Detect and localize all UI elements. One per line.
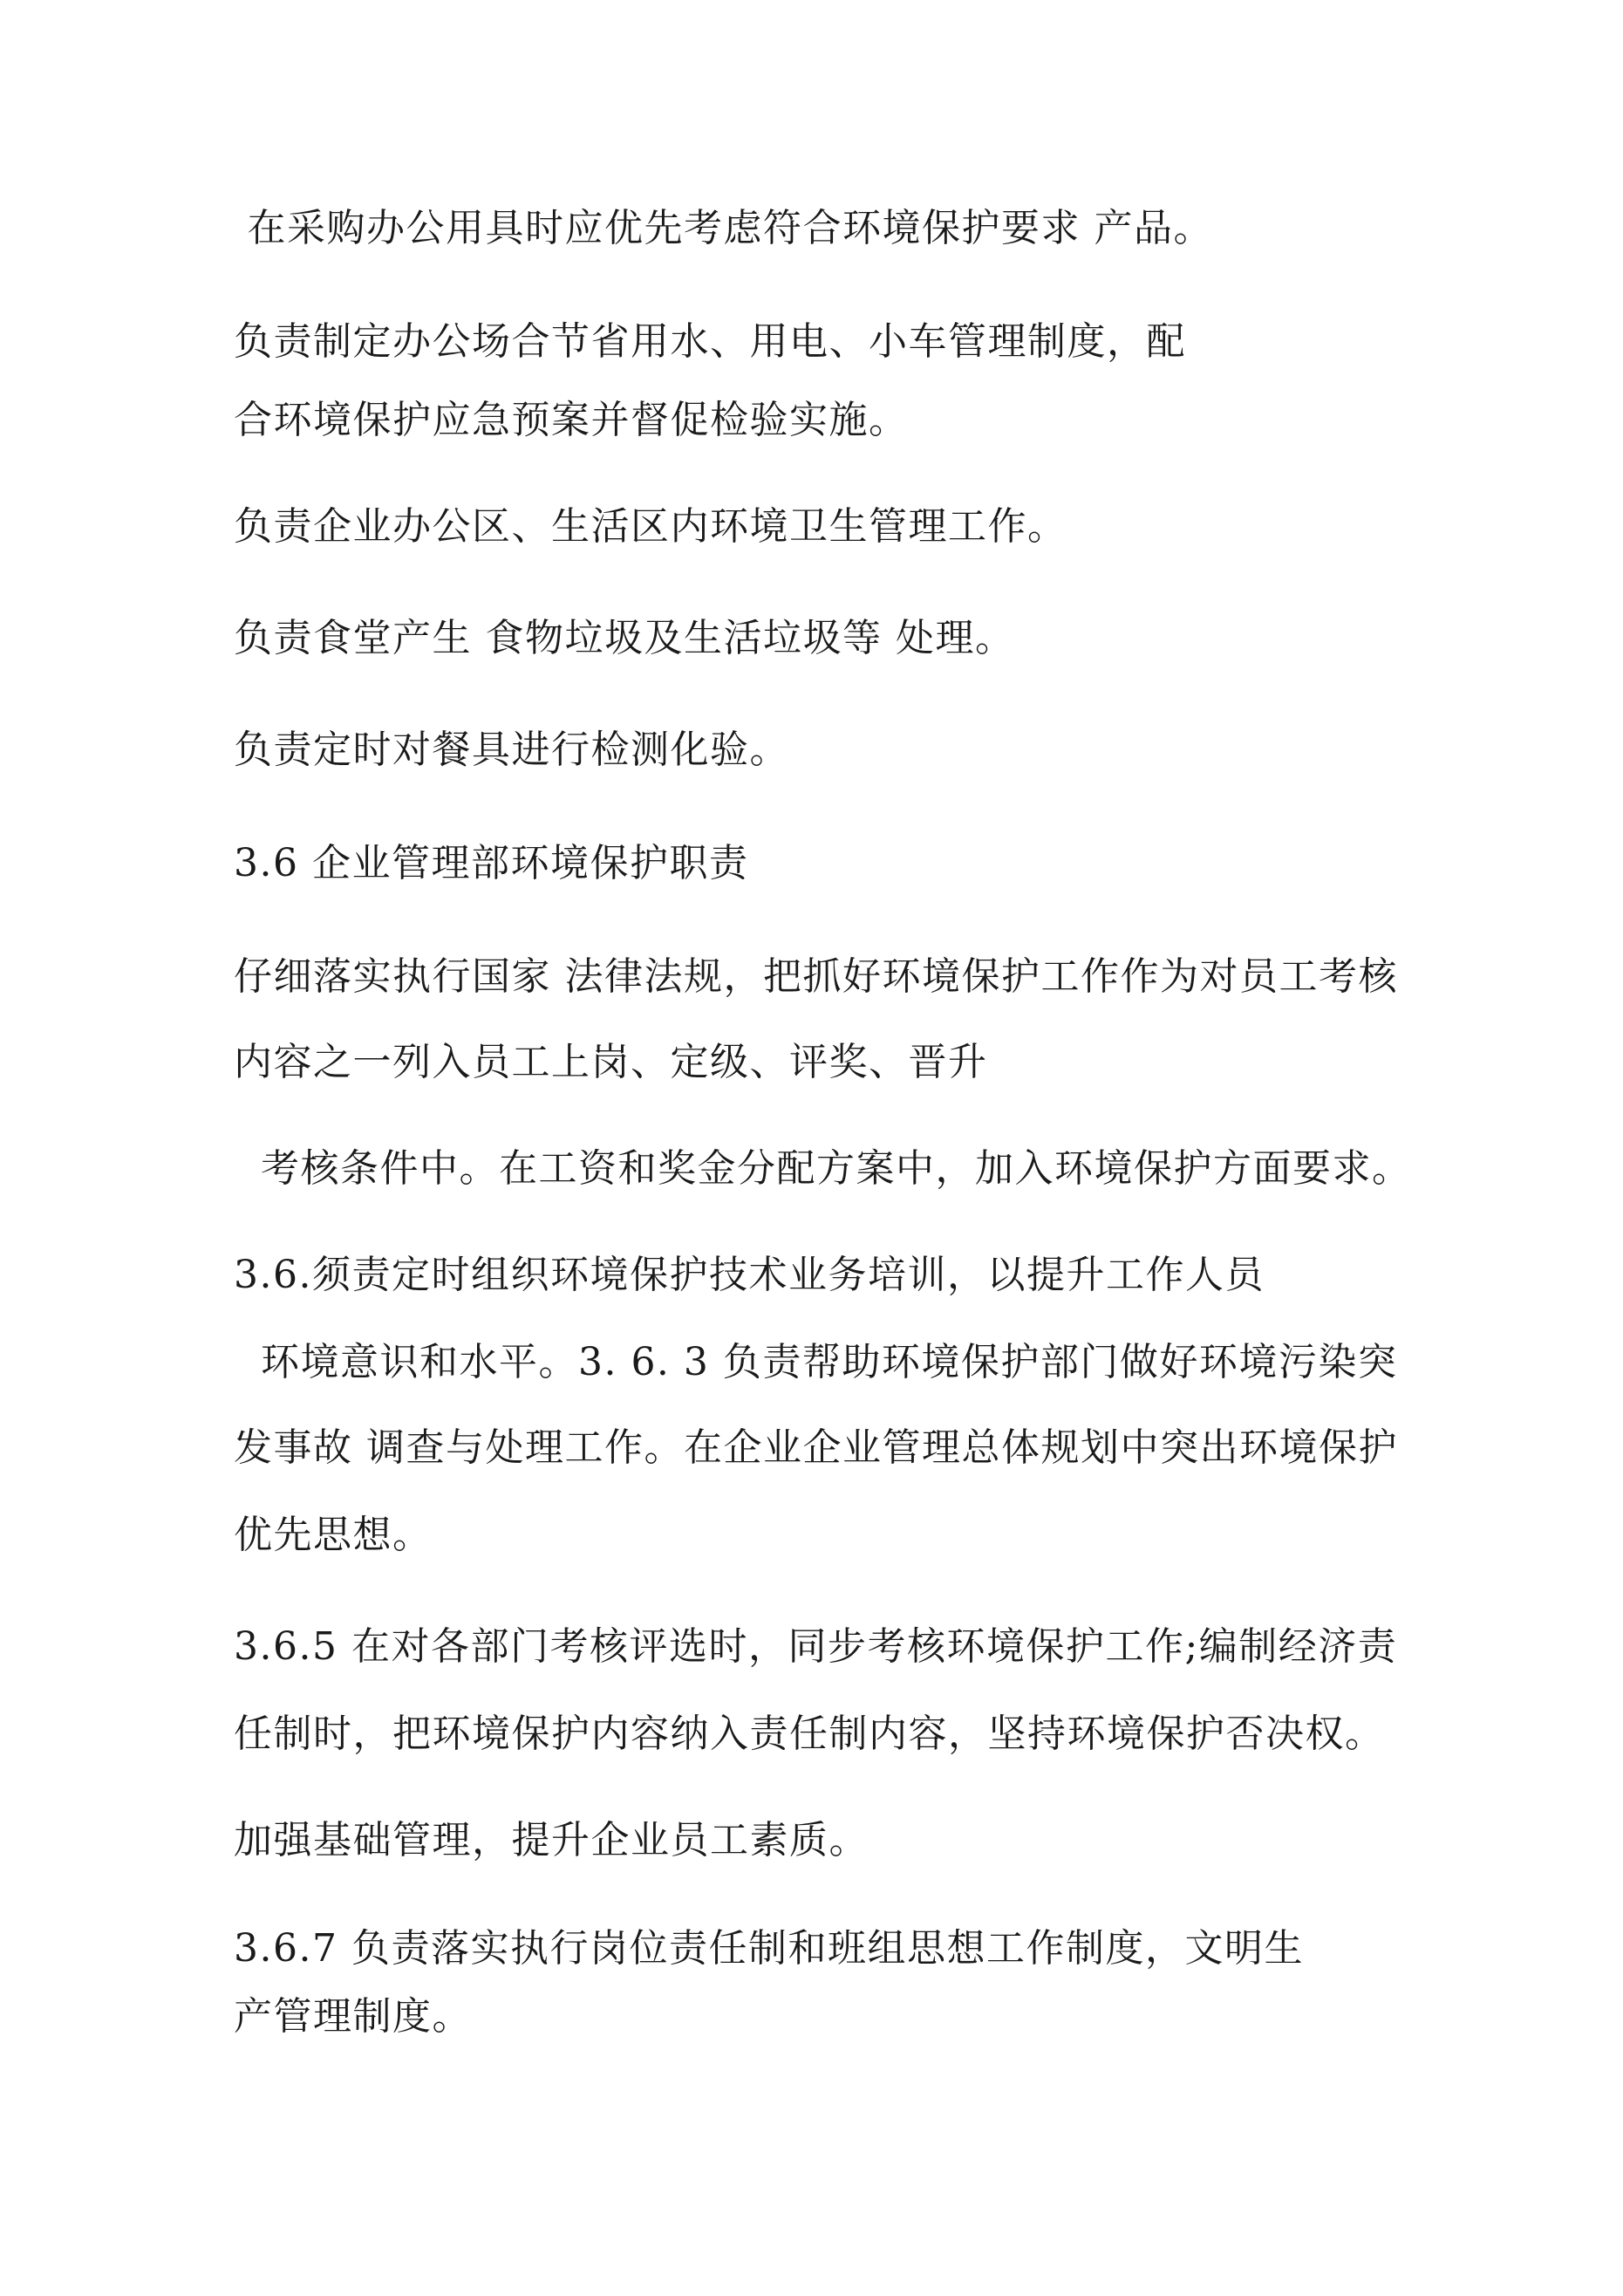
text-line: 仔细落实执行国家 法律法规，把抓好环境保护工作作为对员工考核 bbox=[234, 954, 1398, 999]
text-line: 内容之一列入员工上岗、定级、评奖、晋升 bbox=[234, 1040, 988, 1084]
text-line: 发事故 调查与处理工作。在企业企业管理总体规划中突出环境保护 bbox=[234, 1425, 1398, 1470]
text-line: 3.6.须责定时组织环境保护技术业务培训，以提升工作人员 bbox=[234, 1253, 1265, 1297]
text-line: 3.6.7 负责落实执行岗位责任制和班组思想工作制度，文明生 bbox=[234, 1926, 1304, 1971]
section-heading: 3.6 企业管理部环境保护职责 bbox=[234, 841, 749, 885]
text-line: 3.6.5 在对各部门考核评选时，同步考核环境保护工作;编制经济责 bbox=[234, 1624, 1398, 1669]
text-line: 考核条件中。在工资和奖金分配方案中，加入环境保护方面要求。 bbox=[234, 1146, 1412, 1191]
text-line: 负责食堂产生 食物垃圾及生活垃圾等 处理。 bbox=[234, 616, 1015, 660]
text-line: 产管理制度。 bbox=[234, 1994, 472, 2039]
text-line: 任制时，把环境保护内容纳入责任制内容，坚持环境保护否决权。 bbox=[234, 1712, 1385, 1756]
text-line: 环境意识和水平。3. 6. 3 负责帮助环境保护部门做好环境污染突 bbox=[234, 1340, 1398, 1384]
text-line: 加强基础管理，提升企业员工素质。 bbox=[234, 1818, 869, 1862]
text-line: 在采购办公用具时应优先考虑符合环境保护要求 产品。 bbox=[234, 206, 1213, 250]
text-line: 负责企业办公区、生活区内环境卫生管理工作。 bbox=[234, 504, 1067, 549]
text-line: 合环境保护应急预案并督促检验实施。 bbox=[234, 398, 909, 442]
text-line: 优先思想。 bbox=[234, 1513, 433, 1557]
text-line: 负责定时对餐具进行检测化验。 bbox=[234, 728, 789, 772]
text-line: 负责制定办公场合节省用水、用电、小车管理制度，配 bbox=[234, 319, 1186, 364]
